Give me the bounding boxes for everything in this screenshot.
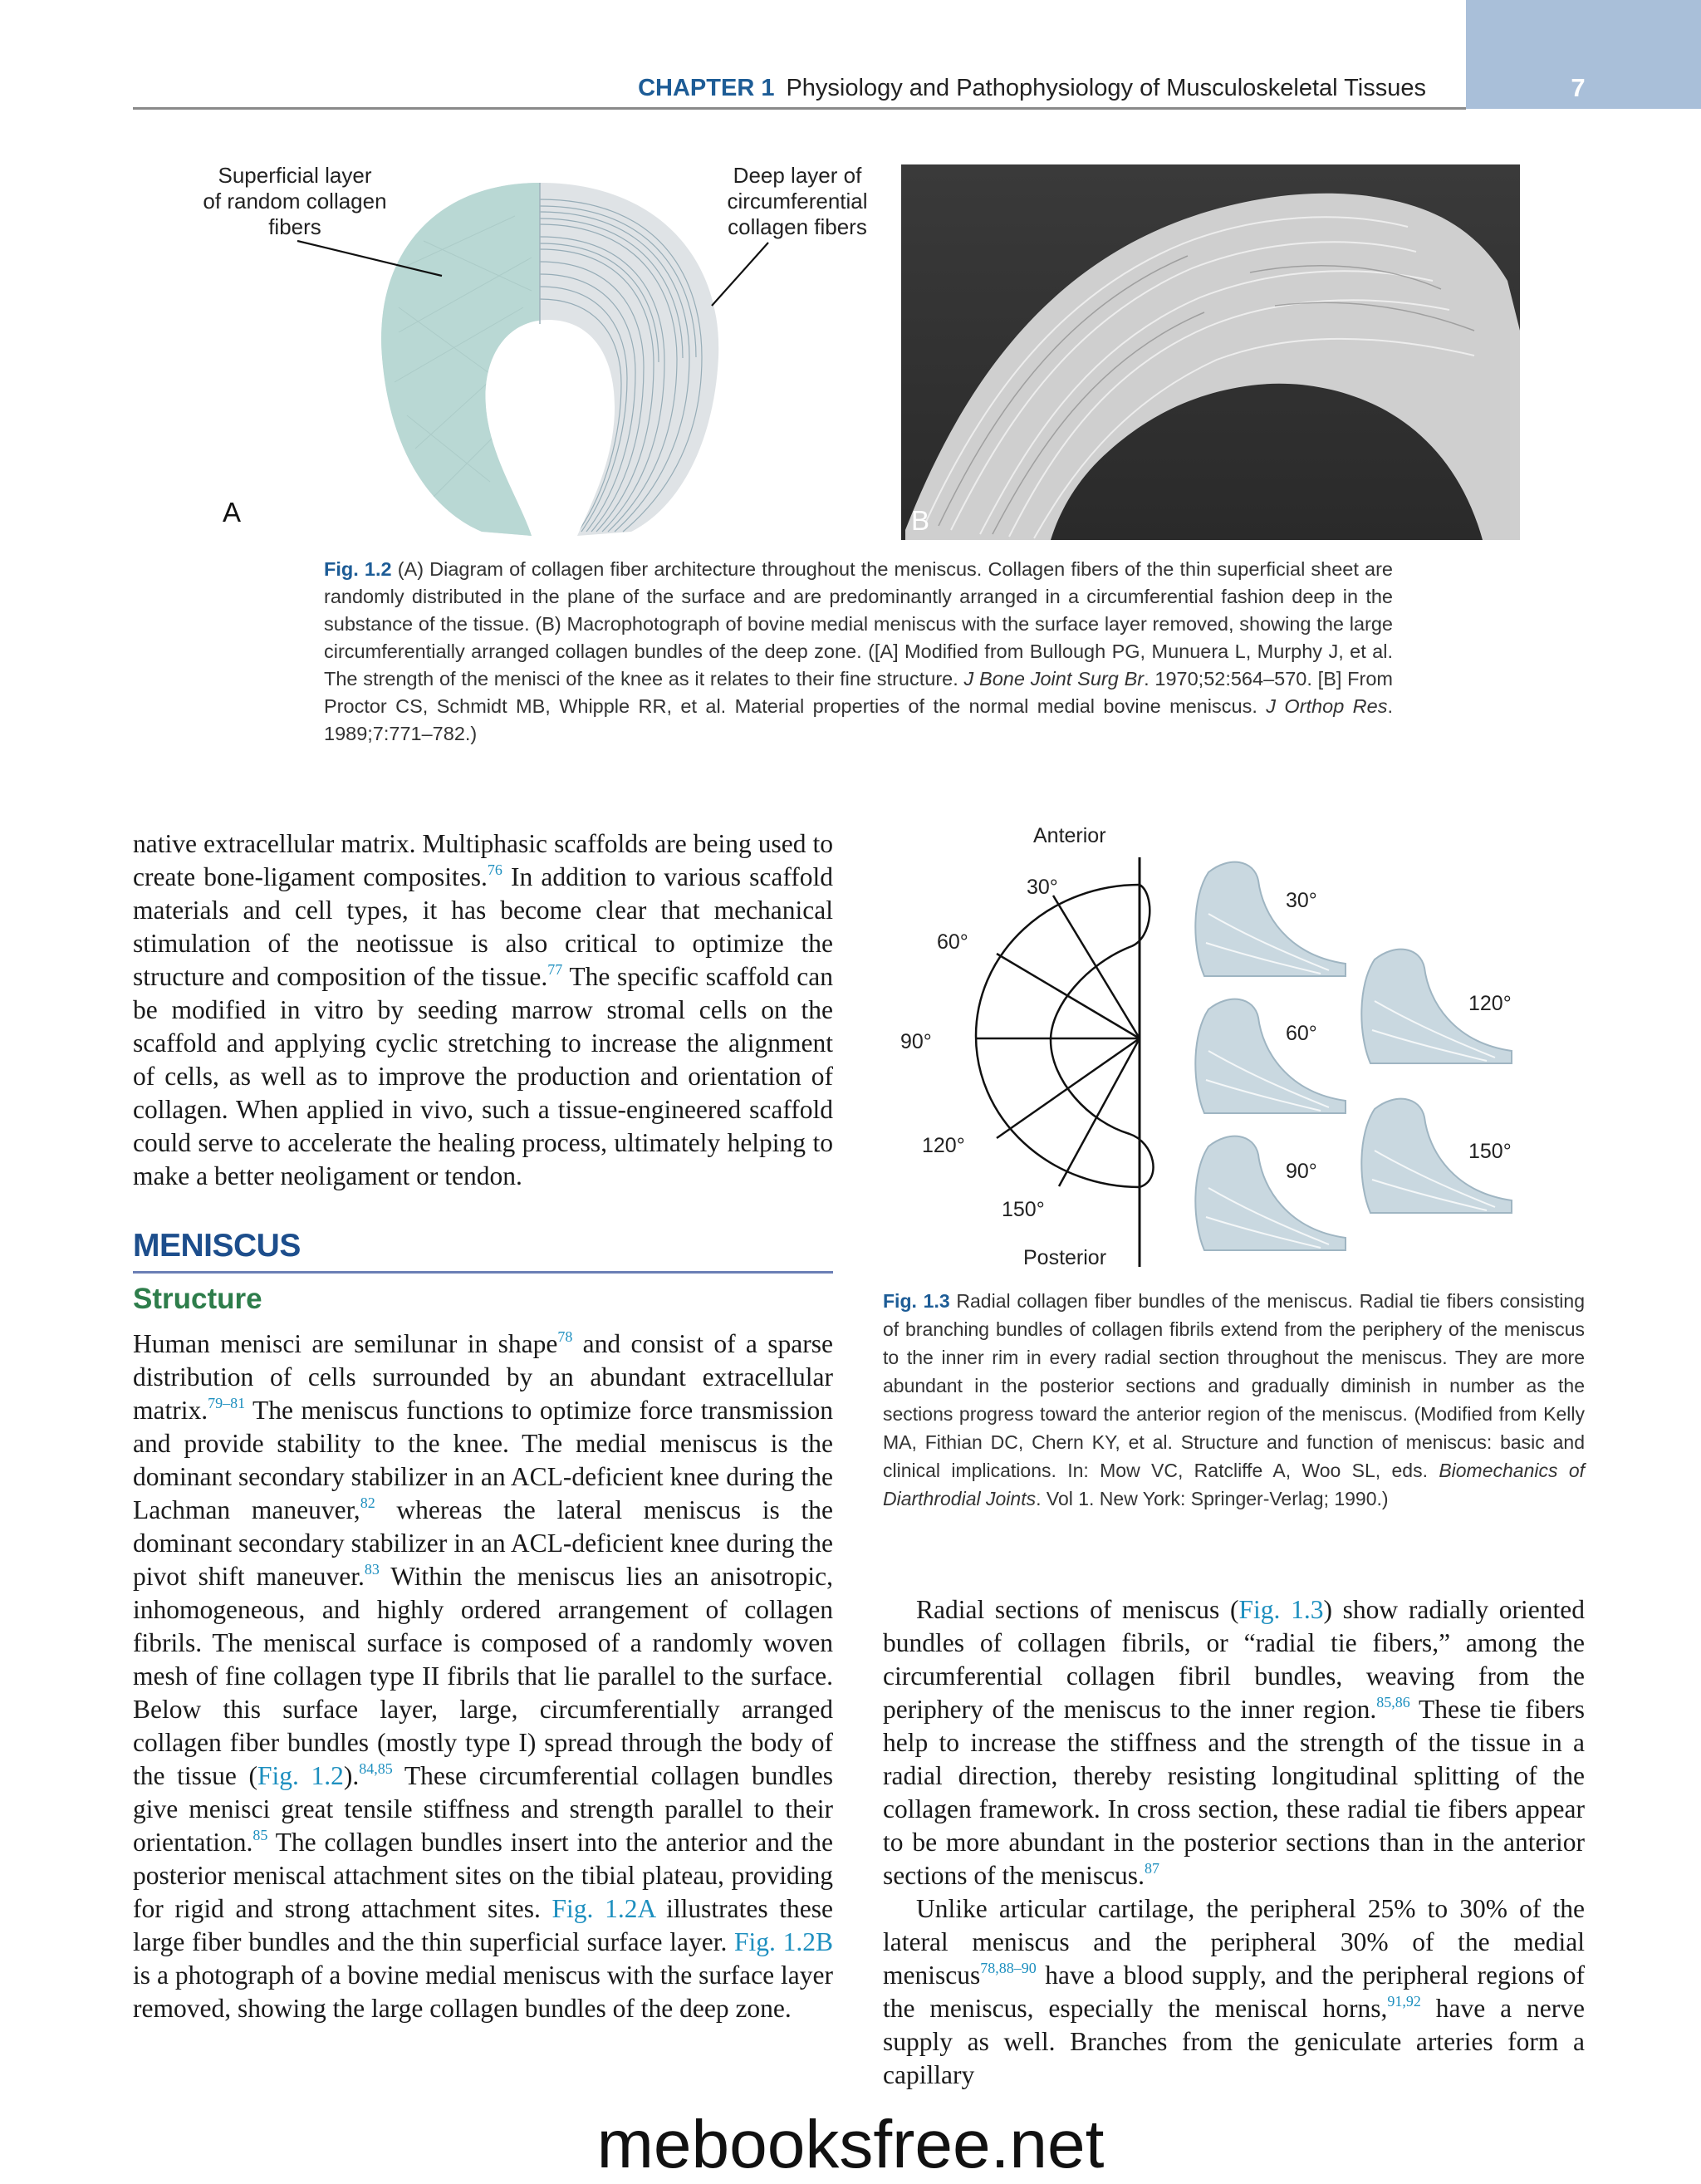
reference-superscript[interactable]: 85 — [252, 1827, 268, 1843]
angle-30-label: 30° — [1027, 876, 1058, 899]
figure-link[interactable]: Fig. 1.3 — [1238, 1595, 1324, 1624]
body-text: native extracellular matrix. Multiphasic scaffolds are being used to create bone-ligament composites. — [133, 829, 833, 891]
figure-link[interactable]: Fig. 1.2A — [551, 1894, 655, 1923]
bovine-meniscus-photo — [901, 164, 1520, 540]
label-line: Deep layer of — [733, 163, 862, 188]
reference-superscript[interactable]: 85,86 — [1376, 1694, 1410, 1710]
reference-superscript[interactable]: 91,92 — [1387, 1993, 1421, 2010]
reference-superscript[interactable]: 87 — [1144, 1860, 1159, 1877]
body-text: Human menisci are semilunar in shape — [133, 1329, 558, 1358]
caption-journal: J Bone Joint Surg Br — [963, 668, 1145, 690]
label-line: of random collagen — [203, 189, 387, 213]
panel-label-a: A — [223, 497, 242, 528]
posterior-label: Posterior — [1023, 1246, 1107, 1269]
body-text: ). — [343, 1761, 360, 1790]
body-text: Radial sections of meniscus ( — [916, 1595, 1239, 1624]
caption-book: Biomechanics of Diarthrodial Joints — [883, 1460, 1585, 1509]
right-column-text — [883, 1593, 1585, 2092]
body-text: In addition to various scaffold materials and cell types, it has become clear that mechanical stimulation of the neotissue is also critical to optimize the structure and composition of the tissue. — [133, 862, 834, 991]
body-text: These tie fibers help to increase the stiffness and the strength of the tissue in a radial direction, thereby resisting longitudinal splitting of the collagen framework. In cross section, these radial tie fibers appear to be more abundant in the posterior sections than in the anterior sections of the meniscus. — [883, 1695, 1585, 1890]
body-text: The collagen bundles insert into the anterior and the posterior meniscal attachment sites on the tibial plateau, providing for rigid and strong attachment sites. — [133, 1828, 833, 1923]
angle-60-label: 60° — [937, 930, 968, 954]
subsection-heading-structure: Structure — [133, 1283, 262, 1315]
angle-150-label: 150° — [1002, 1198, 1045, 1221]
section-60-label: 60° — [1286, 1022, 1317, 1045]
body-text: illustrates these large fiber bundles and the thin superficial surface layer. — [133, 1894, 834, 1956]
page-number: 7 — [1571, 73, 1586, 102]
reference-superscript[interactable]: 79–81 — [208, 1395, 246, 1411]
section-120-label: 120° — [1468, 992, 1512, 1015]
section-heading-meniscus: MENISCUS — [133, 1228, 301, 1264]
reference-superscript[interactable]: 77 — [547, 961, 563, 978]
figure-1-2-caption — [324, 556, 1393, 748]
meniscus-diagram — [282, 166, 814, 548]
section-90-label: 90° — [1286, 1160, 1317, 1183]
section-150-label: 150° — [1468, 1140, 1512, 1163]
angle-90-label: 90° — [900, 1030, 932, 1053]
reference-superscript[interactable]: 82 — [360, 1494, 375, 1511]
chapter-title: Physiology and Pathophysiology of Musculoskeletal Tissues — [786, 75, 1426, 101]
label-line: Superficial layer — [218, 163, 372, 188]
caption-text: (A) Diagram of collagen fiber architecture throughout the meniscus. Collagen fibers of the thin superficial sheet are randomly distributed in the plane of the surface and are predominantly arranged in a circumferential fashion deep in the substance of the tissue. (B) Macrophotograph of bovine medial meniscus with the surface layer removed, showing the large circumferentially arranged collagen bundles of the deep zone. ([A] Modified from Bullough PG, Munuera L, Murphy J, et al. The strength of the menisci of the knee as it relates to their fine structure. — [324, 558, 1393, 690]
body-text: These circumferential collagen bundles give menisci great tensile stiffness and strength parallel to their orientation. — [133, 1761, 833, 1857]
figure-number: Fig. 1.3 — [883, 1290, 950, 1312]
reference-superscript[interactable]: 78 — [557, 1328, 573, 1345]
watermark: mebooksfree.net — [596, 2107, 1105, 2182]
figure-link[interactable]: Fig. 1.2 — [257, 1761, 344, 1790]
figure-1-3-caption — [883, 1287, 1585, 1513]
body-text: and consist of a sparse distribution of cells surrounded by an abundant extracellular matrix. — [133, 1329, 833, 1425]
caption-text: . Vol 1. New York: Springer-Verlag; 1990.) — [1036, 1488, 1389, 1509]
section-30-label: 30° — [1286, 889, 1317, 912]
left-column-paragraph-1 — [133, 827, 833, 1193]
body-text: The meniscus functions to optimize force transmission and provide stability to the knee. The medial meniscus is the dominant secondary stabilizer in an ACL-deficient knee during the Lachman maneuver, — [133, 1396, 833, 1524]
running-header — [133, 75, 1426, 102]
anterior-label: Anterior — [1033, 824, 1106, 847]
caption-text: Radial collagen fiber bundles of the meniscus. Radial tie fibers consisting of branching bundles of collagen fibrils extend from the periphery of the meniscus to the inner rim in every radial section throughout the meniscus. They are more abundant in the posterior sections and gradually diminish in number as the sections progress toward the anterior region of the meniscus. (Modified from Kelly MA, Fithian DC, Chern KY, et al. Structure and function of meniscus: basic and clinical implications. In: Mow VC, Ratcliffe A, Woo SL, eds. — [883, 1290, 1585, 1481]
reference-superscript[interactable]: 84,85 — [359, 1760, 393, 1777]
section-rule — [133, 1271, 833, 1274]
header-rule — [133, 107, 1466, 110]
label-line: circumferential — [727, 189, 868, 213]
reference-superscript[interactable]: 83 — [364, 1561, 380, 1578]
panel-label-b: B — [911, 505, 930, 536]
body-text: ) show radially oriented bundles of collagen fibrils, or “radial tie fibers,” among the circumferential collagen fibril bundles, weaving from the periphery of the meniscus to the inner region. — [883, 1595, 1585, 1724]
body-text: Within the meniscus lies an anisotropic, inhomogeneous, and highly ordered arrangement of collagen fibrils. The meniscal surface is composed of a randomly woven mesh of fine collagen type II fibrils that lie parallel to the surface. Below this surface layer, large, circumferentially arranged collagen fiber bundles (mostly type I) spread through the body of the tissue ( — [133, 1562, 834, 1790]
body-text: whereas the lateral meniscus is the dominant secondary stabilizer in an ACL-deficient knee during the pivot shift maneuver. — [133, 1495, 833, 1591]
body-text: have a blood supply, and the peripheral regions of the meniscus, especially the meniscal horns, — [883, 1961, 1585, 2023]
label-line: fibers — [268, 214, 321, 239]
body-text: have a nerve supply as well. Branches from the geniculate arteries form a capillary — [883, 1994, 1585, 2089]
angle-120-label: 120° — [922, 1134, 965, 1157]
radial-sections-diagram — [880, 822, 1570, 1271]
figure-number: Fig. 1.2 — [324, 558, 392, 580]
caption-text: . 1989;7:771–782.) — [324, 695, 1393, 744]
body-text: is a photograph of a bovine medial meniscus with the surface layer removed, showing the large collagen bundles of the deep zone. — [133, 1961, 833, 2023]
label-line: collagen fibers — [728, 214, 867, 239]
caption-journal: J Orthop Res — [1266, 695, 1388, 717]
caption-text: . 1970;52:564–570. [B] From Proctor CS, Schmidt MB, Whipple RR, et al. Material properties of the normal medial bovine meniscus. — [324, 668, 1394, 717]
left-column-paragraph-2 — [133, 1328, 833, 2025]
body-text: The specific scaffold can be modified in vitro by seeding marrow stromal cells on the scaffold and applying cyclic stretching to increase the alignment of cells, as well as to improve the production and orientation of collagen. When applied in vivo, such a tissue-engineered scaffold could serve to accelerate the healing process, ultimately helping to make a better neoligament or tendon. — [133, 962, 833, 1190]
reference-superscript[interactable]: 76 — [487, 861, 502, 878]
chapter-label: CHAPTER 1 — [638, 75, 775, 101]
figure-link[interactable]: Fig. 1.2B — [734, 1927, 834, 1956]
reference-superscript[interactable]: 78,88–90 — [980, 1960, 1037, 1976]
body-text: Unlike articular cartilage, the peripheral 25% to 30% of the lateral meniscus and the peripheral 30% of the medial meniscus — [883, 1894, 1585, 1990]
